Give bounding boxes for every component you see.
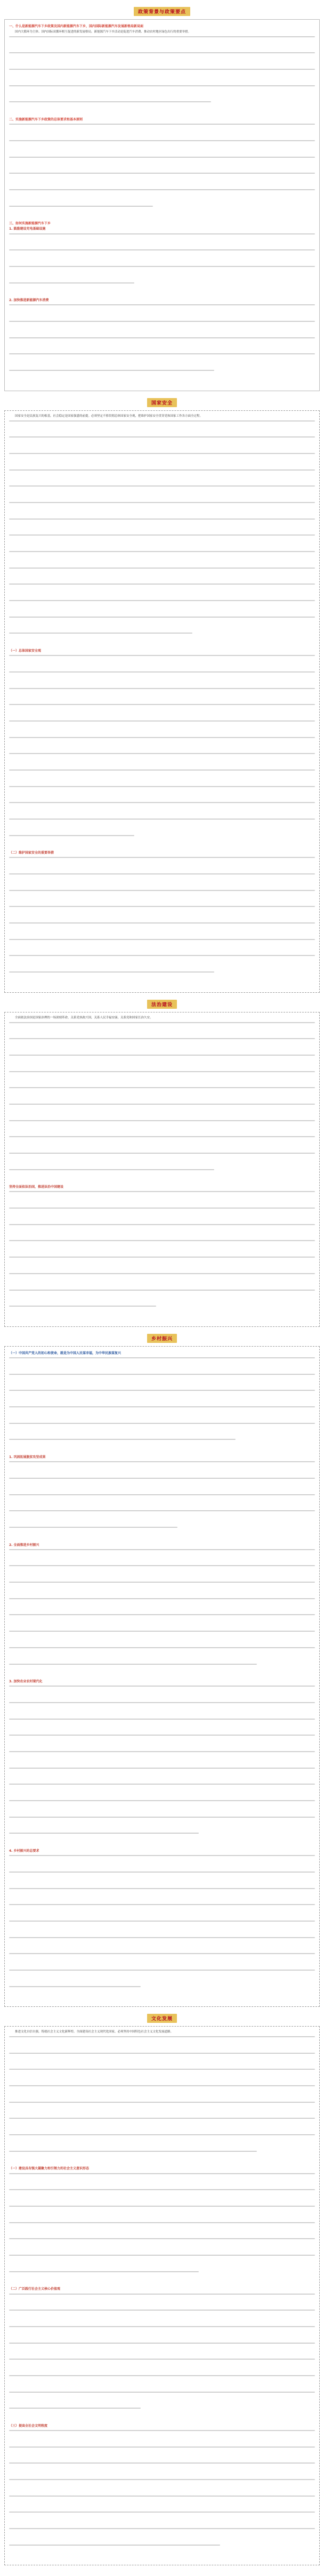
text-line <box>9 2238 315 2239</box>
text-block <box>9 1461 315 1528</box>
text-line <box>9 671 315 673</box>
text-line <box>9 157 315 158</box>
text-line <box>9 101 211 102</box>
text-line <box>9 584 315 585</box>
text-line <box>9 469 315 471</box>
section-banner: 政策背景与政策要点 <box>134 7 190 16</box>
text-line <box>9 1549 315 1550</box>
text-line <box>9 2294 315 2295</box>
text-line <box>9 551 315 552</box>
text-line <box>9 1224 315 1225</box>
text-line <box>9 370 214 371</box>
text-line <box>9 85 315 86</box>
text-line <box>9 353 315 354</box>
section-heading: 三、如何实施新能源汽车下乡 <box>9 222 51 226</box>
sub-heading: 2. 全面推进乡村振兴 <box>9 1543 39 1547</box>
text-line <box>9 1510 315 1511</box>
text-line <box>9 1104 315 1105</box>
text-block <box>9 304 315 371</box>
sub-heading: （二）维护国家安全的重要举措 <box>9 851 54 855</box>
section-banner-wrap <box>0 1332 324 1343</box>
text-line <box>9 720 315 722</box>
section-card <box>4 1346 320 2007</box>
text-line <box>9 1702 315 1703</box>
sub-heading: （二）广泛践行社会主义核心价值观 <box>9 2287 61 2291</box>
text-block <box>9 1549 315 1665</box>
text-block <box>9 2173 315 2272</box>
text-line <box>9 2528 315 2529</box>
text-line <box>9 1784 315 1785</box>
text-line <box>9 1022 315 1023</box>
text-line <box>9 1719 315 1720</box>
text-line <box>9 1406 315 1407</box>
text-line <box>9 2118 315 2119</box>
text-line <box>9 1169 214 1170</box>
text-line <box>9 1921 315 1922</box>
text-line <box>9 1240 315 1241</box>
text-line <box>9 36 315 37</box>
text-line <box>9 1357 315 1358</box>
text-line <box>9 1614 315 1615</box>
sub-heading: 坚持全面依法治国，推进法治中国建设 <box>9 1185 64 1189</box>
text-line <box>9 1833 199 1834</box>
text-line <box>9 819 315 820</box>
text-line <box>9 1478 315 1479</box>
text-block <box>9 1191 315 1307</box>
text-line <box>9 939 315 940</box>
text-line <box>9 2430 315 2431</box>
text-block <box>9 124 315 206</box>
paragraph: 推进文化自信自强，铸就社会主义文化新辉煌。全面建设社会主义现代化国家，必须坚持中国特色社会主义文化发展道路。 <box>15 2030 174 2034</box>
text-block <box>9 2430 315 2546</box>
text-line <box>9 906 315 907</box>
section-banner-wrap <box>0 5 324 16</box>
text-block <box>9 233 315 283</box>
text-block <box>9 1855 315 1987</box>
text-line <box>9 1986 141 1987</box>
text-line <box>9 890 315 891</box>
sub-heading: 1. 巩固拓展脱贫攻坚成果 <box>9 1455 46 1460</box>
text-line <box>9 1565 315 1566</box>
section-card <box>4 2026 320 2565</box>
text-line <box>9 1494 315 1495</box>
text-line <box>9 233 315 234</box>
text-line <box>9 189 315 190</box>
section-banner-wrap <box>0 998 324 1009</box>
paragraph: 国家安全是民族复兴的根基，社会稳定是国家强盛的前提。必须坚定不移贯彻总体国家安全观，把维护国家安全贯穿党和国家工作各方面全过程。 <box>15 414 203 418</box>
text-line <box>9 1038 315 1039</box>
text-line <box>9 922 315 924</box>
text-line <box>9 1527 177 1528</box>
text-line <box>9 173 315 174</box>
sub-heading: 2. 加快推进新能源汽车消费 <box>9 298 49 303</box>
text-block <box>9 2294 315 2409</box>
section-banner: 乡村振兴 <box>147 1334 177 1343</box>
text-line <box>9 1390 315 1391</box>
text-block <box>9 1686 315 1834</box>
paragraph: 国内大循环为主体、国内国际双循环相互促进的新发展格局，新能源汽车下乡活动是促进汽车消费、推动农村地区绿色出行的重要举措。 <box>15 30 191 34</box>
text-block <box>9 655 315 836</box>
text-block <box>9 857 315 973</box>
text-line <box>9 2408 141 2409</box>
text-line <box>9 1751 315 1752</box>
section-card <box>4 1012 320 1327</box>
text-line <box>9 1055 315 1056</box>
text-line <box>9 206 153 207</box>
text-line <box>9 1888 315 1889</box>
sub-heading: （一）建设具有强大凝聚力和引领力的社会主义意识形态 <box>9 2167 90 2171</box>
text-line <box>9 568 315 569</box>
text-line <box>9 2310 315 2311</box>
text-line <box>9 617 315 618</box>
text-line <box>9 2255 315 2256</box>
text-line <box>9 1904 315 1905</box>
section-heading: 一、什么是新能源汽车下乡政策及国内新能源汽车下乡，国内国际新能源汽车发展新格局新局面 <box>9 25 144 28</box>
text-line <box>9 2375 315 2376</box>
text-line <box>9 436 315 438</box>
section-heading: 二、实施新能源汽车下乡政策的总体要求和基本原则 <box>9 118 83 122</box>
text-line <box>9 2326 315 2327</box>
text-line <box>9 1153 315 1154</box>
text-line <box>9 1598 315 1599</box>
text-line <box>9 321 315 322</box>
text-line <box>9 140 315 141</box>
text-line <box>9 688 315 689</box>
text-line <box>9 857 315 858</box>
text-line <box>9 1970 315 1971</box>
text-line <box>9 304 315 305</box>
text-line <box>9 453 315 454</box>
paragraph: 全面依法治国是国家治理的一场深刻革命，关系党执政兴国，关系人民幸福安康，关系党和国家长治久安。 <box>15 1016 153 1019</box>
text-line <box>9 835 134 836</box>
text-line <box>9 2102 315 2103</box>
text-line <box>9 1461 315 1462</box>
text-line <box>9 2222 315 2223</box>
section-banner-wrap <box>0 396 324 407</box>
text-line <box>9 1937 315 1938</box>
section-card <box>4 410 320 993</box>
text-line <box>9 1257 315 1258</box>
text-line <box>9 2151 257 2152</box>
text-line <box>9 655 315 656</box>
text-line <box>9 2343 315 2344</box>
text-line <box>9 1306 156 1307</box>
text-line <box>9 124 315 125</box>
text-line <box>9 1817 315 1818</box>
text-line <box>9 2512 315 2513</box>
text-line <box>9 249 315 250</box>
text-line <box>9 1423 315 1424</box>
text-line <box>9 1191 315 1192</box>
text-line <box>9 786 315 787</box>
text-line <box>9 633 192 634</box>
text-line <box>9 2036 315 2037</box>
text-line <box>9 1071 315 1072</box>
text-line <box>9 2053 315 2054</box>
section-banner: 法治建设 <box>147 1000 177 1009</box>
text-block <box>9 1357 315 1440</box>
text-line <box>9 753 315 754</box>
sub-heading: （三）提高全社会文明程度 <box>9 2424 48 2428</box>
text-line <box>9 1872 315 1873</box>
text-line <box>9 2479 315 2480</box>
sub-heading: 3. 加快农业农村现代化 <box>9 1680 43 1684</box>
text-line <box>9 420 315 422</box>
text-line <box>9 2271 199 2272</box>
section-banner: 文化发展 <box>147 2014 177 2023</box>
text-line <box>9 2392 315 2393</box>
text-line <box>9 2189 315 2190</box>
text-line <box>9 1273 315 1274</box>
text-line <box>9 1664 257 1665</box>
text-line <box>9 1855 315 1856</box>
text-line <box>9 1647 315 1648</box>
text-line <box>9 1800 315 1801</box>
text-line <box>9 1631 315 1632</box>
text-line <box>9 1768 315 1769</box>
text-line <box>9 1374 315 1375</box>
text-line <box>9 1087 315 1088</box>
text-line <box>9 52 315 53</box>
text-line <box>9 282 134 283</box>
text-line <box>9 873 315 874</box>
text-block <box>9 1022 315 1170</box>
text-line <box>9 2496 315 2497</box>
text-line <box>9 2545 220 2546</box>
text-line <box>9 1439 236 1440</box>
text-line <box>9 534 315 536</box>
text-line <box>9 1290 315 1291</box>
text-line <box>9 704 315 705</box>
text-line <box>9 266 315 267</box>
sub-heading: 1. 鼓励建设充电基础设施 <box>9 227 46 231</box>
text-line <box>9 1582 315 1583</box>
text-line <box>9 971 214 973</box>
text-line <box>9 2206 315 2207</box>
text-block <box>9 2036 315 2152</box>
text-line <box>9 2069 315 2070</box>
section-banner-wrap <box>0 2012 324 2023</box>
text-line <box>9 69 315 70</box>
text-line <box>9 769 315 771</box>
text-line <box>9 485 315 487</box>
sub-heading: 4. 乡村振兴的总要求 <box>9 1849 39 1853</box>
text-line <box>9 802 315 803</box>
text-line <box>9 2134 315 2135</box>
section-banner: 国家安全 <box>147 398 177 407</box>
text-line <box>9 600 315 601</box>
text-block <box>9 420 315 634</box>
text-line <box>9 1120 315 1121</box>
text-line <box>9 2173 315 2174</box>
text-line <box>9 1686 315 1687</box>
section-heading: （一）中国共产党人的初心和使命，就是为中国人民谋幸福，为中华民族谋复兴 <box>9 1351 122 1355</box>
text-line <box>9 1953 315 1954</box>
text-line <box>9 955 315 956</box>
text-line <box>9 1136 315 1137</box>
text-line <box>9 1735 315 1736</box>
text-block <box>9 36 315 103</box>
text-line <box>9 2085 315 2086</box>
text-line <box>9 337 315 338</box>
sub-heading: （一）总体国家安全观 <box>9 649 42 653</box>
text-line <box>9 519 315 520</box>
text-line <box>9 502 315 503</box>
text-line <box>9 2447 315 2448</box>
section-card <box>4 19 320 391</box>
text-line <box>9 1208 315 1209</box>
text-line <box>9 2462 315 2464</box>
text-line <box>9 2359 315 2360</box>
text-line <box>9 737 315 738</box>
